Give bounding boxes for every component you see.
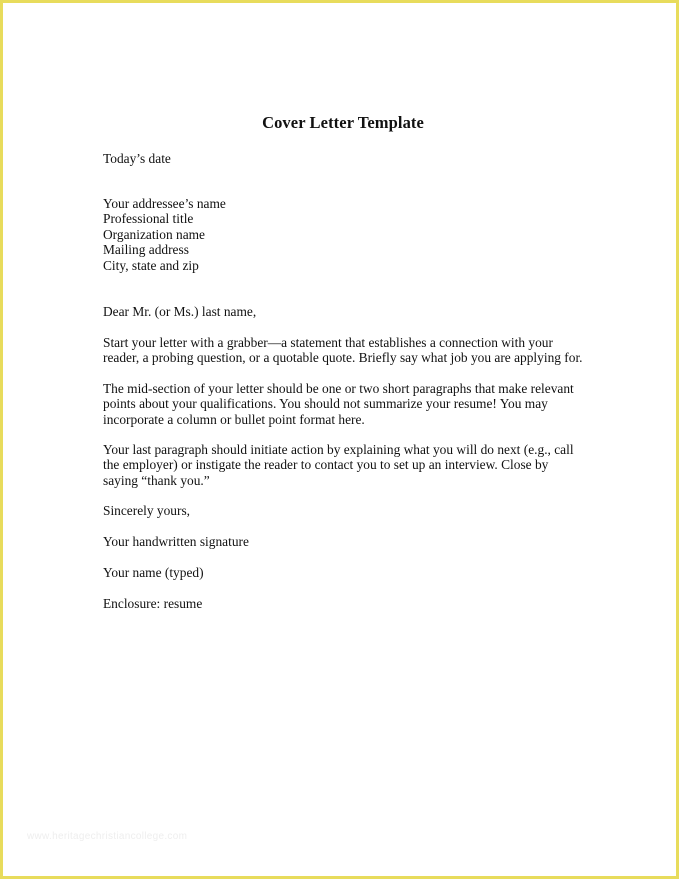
paragraph-line: saying “thank you.” xyxy=(103,472,210,488)
signature-line: Your handwritten signature xyxy=(103,534,249,549)
paragraph-line: the employer) or instigate the reader to contact you to set up an interview. Close by xyxy=(103,457,549,473)
document-title: Cover Letter Template xyxy=(262,113,424,132)
paragraph-line: The mid-section of your letter should be one or two short paragraphs that make relevant xyxy=(103,381,574,396)
closing-line: Sincerely yours, xyxy=(103,503,191,518)
date-line: Today’s date xyxy=(103,151,171,166)
addressee-mailing-address: Mailing address xyxy=(103,242,189,258)
salutation xyxy=(103,304,256,319)
signature-placeholder xyxy=(103,534,249,549)
paragraph-line: incorporate a column or bullet point format here. xyxy=(103,411,365,427)
addressee-city-state-zip: City, state and zip xyxy=(103,257,199,273)
addressee-title: Professional title xyxy=(103,211,194,227)
enclosure-line: Enclosure: resume xyxy=(103,596,203,611)
paragraph-line: reader, a probing question, or a quotable quote. Briefly say what job you are applying for. xyxy=(103,350,583,366)
salutation-line: Dear Mr. (or Ms.) last name, xyxy=(103,304,257,319)
enclosure-note xyxy=(103,596,202,611)
watermark: www.heritagechristiancollege.com xyxy=(27,831,188,842)
addressee-organization: Organization name xyxy=(103,226,206,242)
paragraph-line: Start your letter with a grabber—a statement that establishes a connection with your xyxy=(103,335,553,350)
addressee-name: Your addressee’s name xyxy=(103,196,226,211)
complimentary-close xyxy=(103,503,190,518)
typed-name xyxy=(103,565,204,580)
paragraph-line: points about your qualifications. You should not summarize your resume! You may xyxy=(103,396,548,412)
paragraph-opening xyxy=(103,335,583,366)
paragraph-line: Your last paragraph should initiate action by explaining what you will do next (e.g., call xyxy=(103,442,574,457)
paragraph-closing xyxy=(103,442,574,488)
addressee-block xyxy=(103,196,226,273)
paragraph-middle xyxy=(103,381,574,427)
typed-name-line: Your name (typed) xyxy=(103,565,204,580)
letter-date xyxy=(103,151,171,166)
